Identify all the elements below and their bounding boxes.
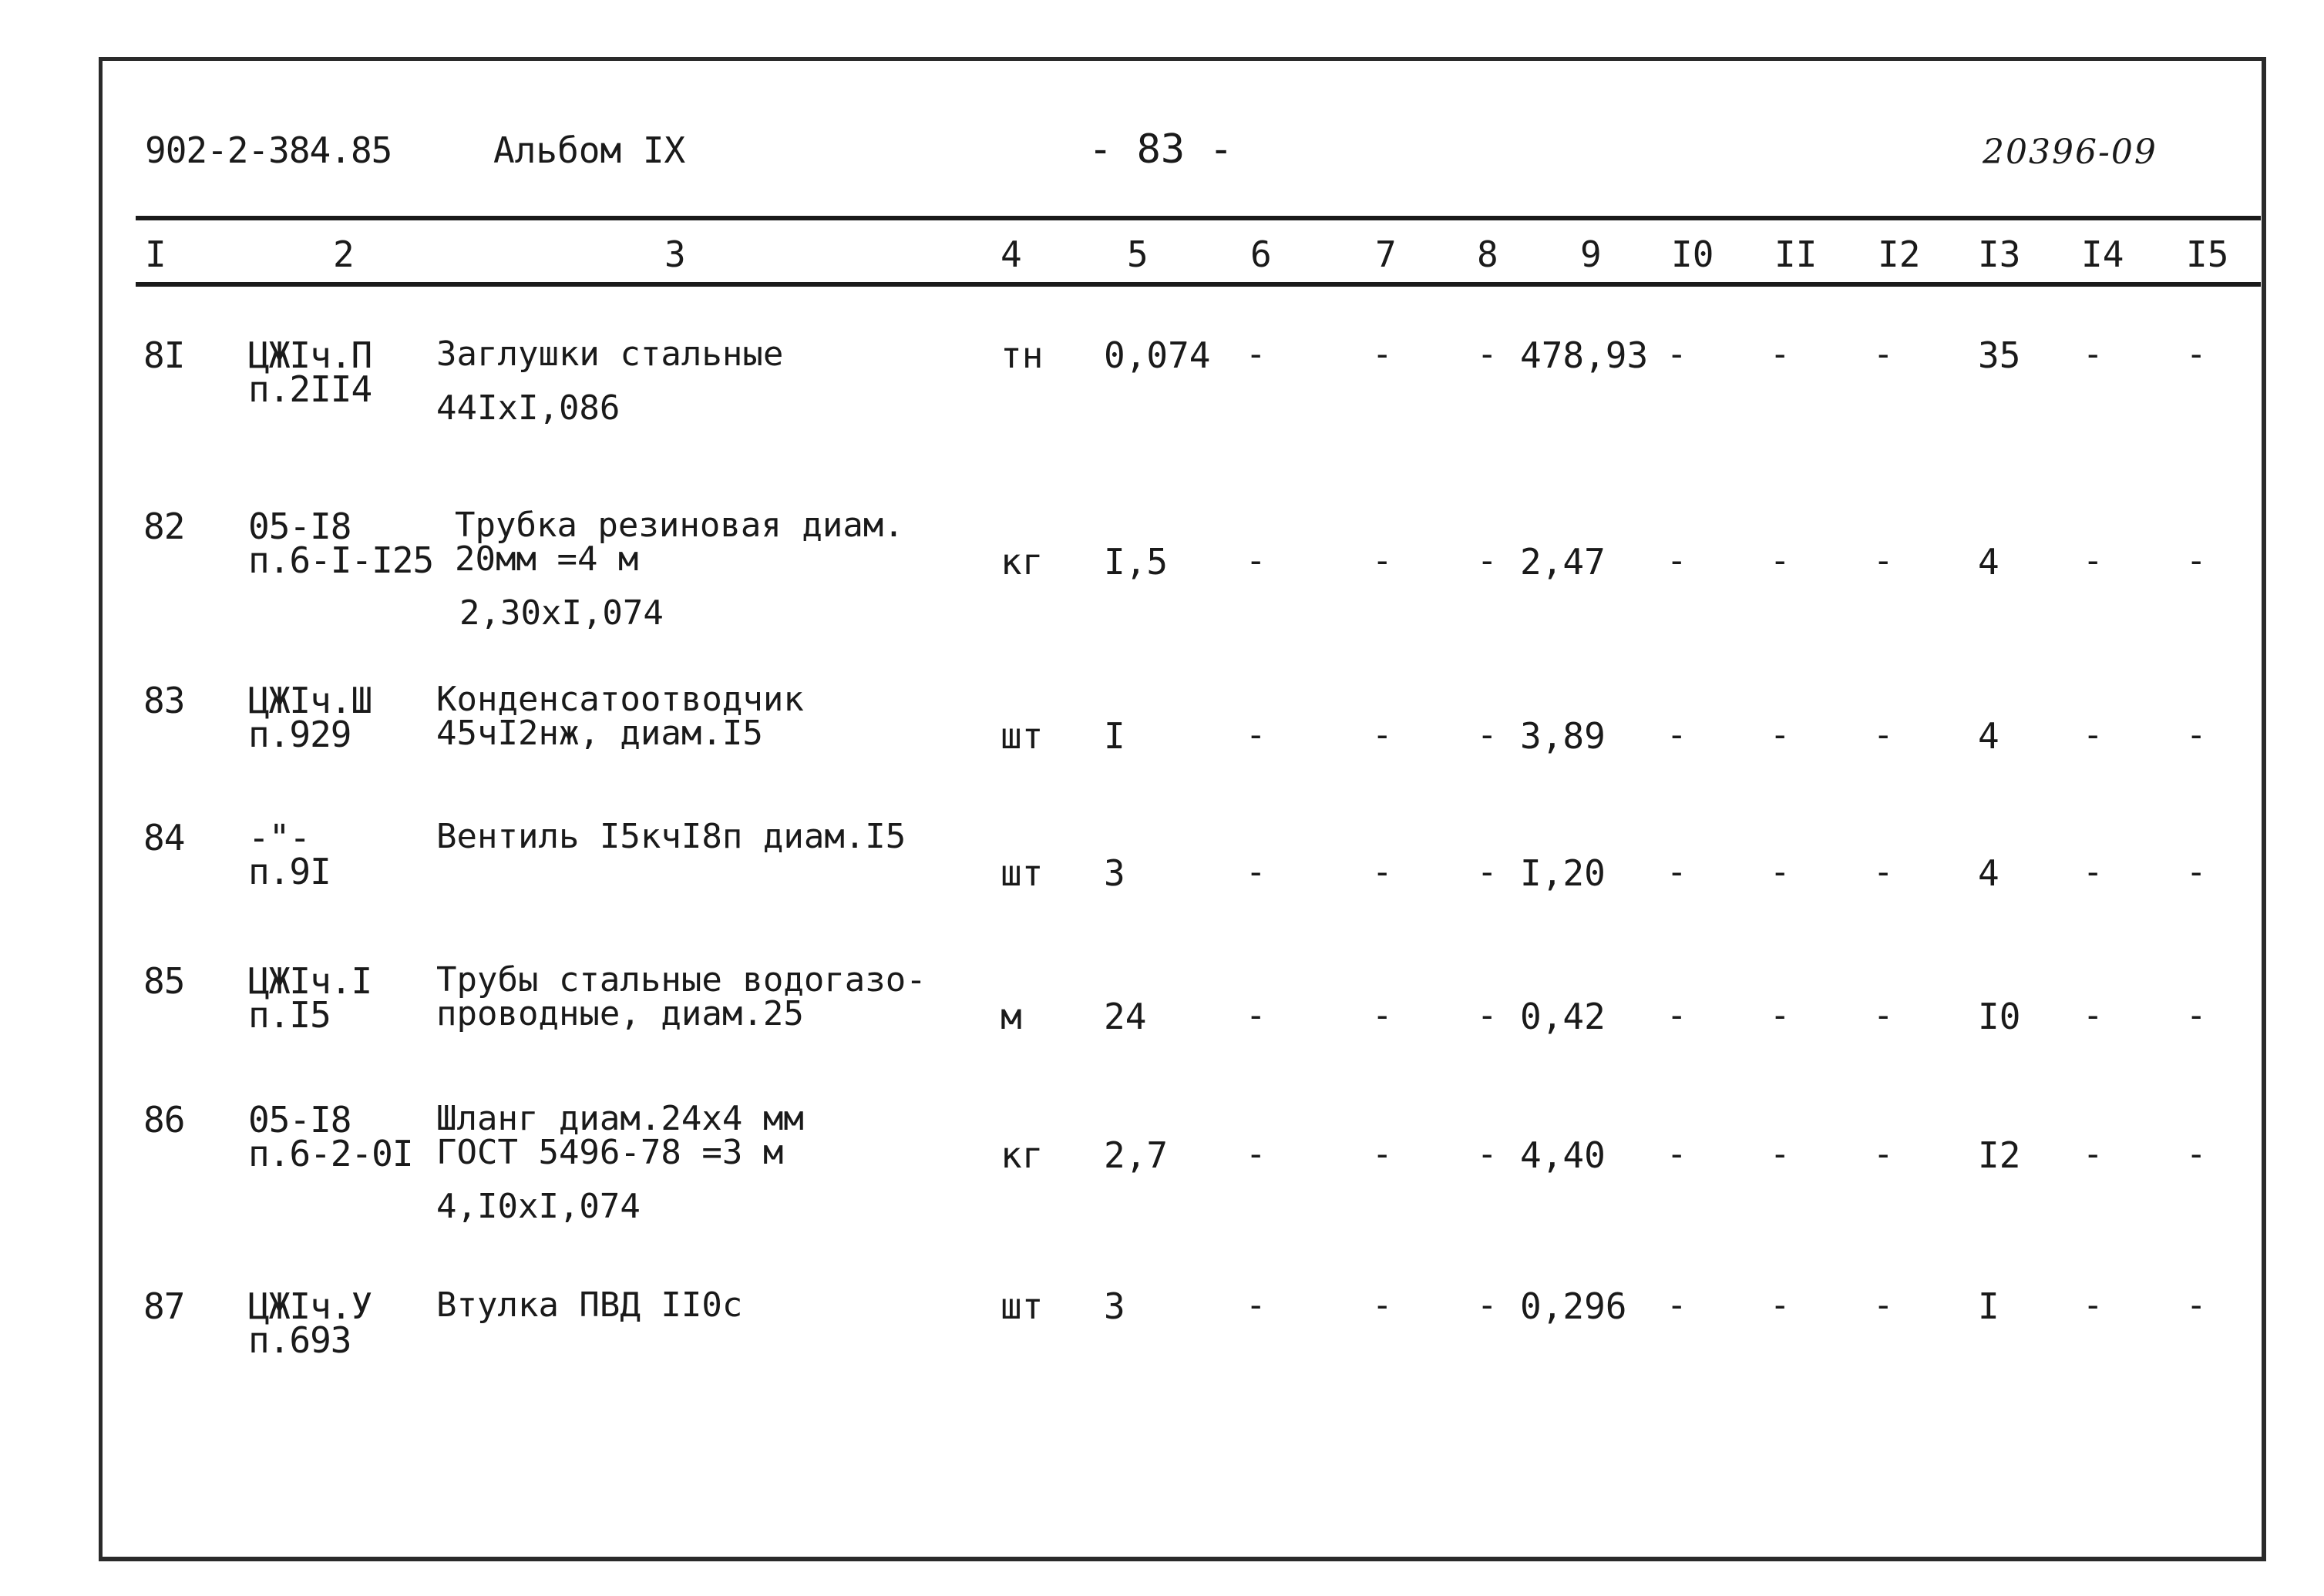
row-number: 82 [143,506,185,547]
col-13-value: 4 [1978,715,1999,757]
col-8-value: - [1477,1285,1498,1325]
column-number: I [145,234,166,275]
column-number: I3 [1978,234,2021,275]
col-13-value: 4 [1978,852,1999,894]
unit: шт [1001,715,1044,757]
unit-price: 0,296 [1520,1285,1627,1327]
col-12-value: - [1873,1285,1894,1325]
col-10-value: - [1666,852,1687,892]
quantity: I [1104,715,1125,757]
col-13-value: I0 [1978,996,2021,1037]
ref-position: п.9I [248,851,331,892]
col-13-value: I [1978,1285,1999,1327]
col-12-value: - [1873,1134,1894,1174]
ref-collection: ЦЖIч.П [248,334,372,376]
description-line-1: Заглушки стальные [436,334,784,374]
ref-collection: ЦЖIч.Ш [248,680,372,721]
col-6-value: - [1246,996,1266,1035]
ref-position: п.6-2-0I [248,1133,413,1174]
col-10-value: - [1666,1134,1687,1174]
row-number: 86 [143,1099,185,1141]
page-number: - 83 - [1088,126,1233,173]
column-number: 4 [1001,234,1022,275]
col-10-value: - [1666,996,1687,1035]
unit-price: 4,40 [1520,1134,1606,1176]
col-8-value: - [1477,334,1498,374]
ref-position: п.6-I-I25 [248,539,434,581]
ref-collection: ЦЖIч.I [248,960,372,1002]
header-rule-bottom [136,282,2261,287]
col-10-value: - [1666,541,1687,580]
col-15-value: - [2186,852,2207,892]
description-line-1: Трубка резиновая диам. [455,506,904,545]
col-13-value: 35 [1978,334,2021,376]
col-6-value: - [1246,1134,1266,1174]
col-15-value: - [2186,334,2207,374]
column-number: I0 [1671,234,1714,275]
col-8-value: - [1477,996,1498,1035]
col-7-value: - [1372,541,1393,580]
unit: кг [1001,541,1044,583]
column-number: I4 [2081,234,2124,275]
ref-collection: 05-I8 [248,1099,351,1141]
column-number: 9 [1580,234,1602,275]
description-line-1: Вентиль I5кчI8п диам.I5 [436,817,906,856]
col-14-value: - [2083,334,2104,374]
ref-position: п.I5 [248,994,331,1036]
col-14-value: - [2083,852,2104,892]
col-6-value: - [1246,1285,1266,1325]
unit: м [1001,996,1022,1037]
col-12-value: - [1873,541,1894,580]
column-number: 7 [1375,234,1397,275]
row-number: 8I [143,334,185,376]
col-15-value: - [2186,715,2207,754]
col-10-value: - [1666,334,1687,374]
description-line-1: Трубы стальные водогазо- [436,960,927,1000]
col-14-value: - [2083,1285,2104,1325]
col-14-value: - [2083,1134,2104,1174]
column-number: 3 [664,234,686,275]
unit: шт [1001,1285,1044,1327]
col-15-value: - [2186,1134,2207,1174]
col-11-value: - [1770,715,1791,754]
col-11-value: - [1770,996,1791,1035]
quantity: 24 [1104,996,1147,1037]
col-8-value: - [1477,852,1498,892]
description-line-3: 4,I0хI,074 [436,1187,641,1226]
ref-position: п.693 [248,1319,351,1361]
col-13-value: 4 [1978,541,1999,583]
ref-collection: 05-I8 [248,506,351,547]
description-line-2: 20мм =4 м [455,539,639,579]
col-10-value: - [1666,1285,1687,1325]
quantity: I,5 [1104,541,1169,583]
col-14-value: - [2083,541,2104,580]
ref-collection: -"- [248,817,311,858]
album-label: Альбом IX [493,129,686,171]
ref-position: п.2II4 [248,368,372,410]
col-8-value: - [1477,715,1498,754]
doc-code: 902-2-384.85 [145,129,392,171]
row-number: 84 [143,817,185,858]
col-7-value: - [1372,1134,1393,1174]
col-15-value: - [2186,1285,2207,1325]
col-10-value: - [1666,715,1687,754]
col-12-value: - [1873,852,1894,892]
column-number: 8 [1477,234,1498,275]
ref-collection: ЦЖIч.У [248,1285,372,1327]
col-12-value: - [1873,996,1894,1035]
description-line-2: 44IхI,086 [436,388,621,428]
unit-price: 478,93 [1520,334,1649,376]
quantity: 3 [1104,1285,1125,1327]
description-line-1: Шланг диам.24х4 мм [436,1099,804,1138]
col-12-value: - [1873,715,1894,754]
row-number: 85 [143,960,185,1002]
description-line-2: ГОСТ 5496-78 =3 м [436,1133,784,1172]
col-7-value: - [1372,996,1393,1035]
col-7-value: - [1372,715,1393,754]
header-rule-top [136,216,2261,220]
archive-stamp: 20396-09 [1983,133,2158,172]
description-line-1: Втулка ПВД II0с [436,1285,743,1325]
description-line-2: проводные, диам.25 [436,994,804,1033]
quantity: 0,074 [1104,334,1211,376]
col-6-value: - [1246,334,1266,374]
col-11-value: - [1770,1285,1791,1325]
unit-price: 2,47 [1520,541,1606,583]
unit-price: I,20 [1520,852,1606,894]
description-line-3: 2,30хI,074 [459,593,664,633]
col-7-value: - [1372,1285,1393,1325]
col-7-value: - [1372,852,1393,892]
description-line-1: Конденсатоотводчик [436,680,804,719]
unit-price: 3,89 [1520,715,1606,757]
col-11-value: - [1770,334,1791,374]
col-8-value: - [1477,541,1498,580]
ref-position: п.929 [248,714,351,755]
col-11-value: - [1770,1134,1791,1174]
col-7-value: - [1372,334,1393,374]
row-number: 83 [143,680,185,721]
col-12-value: - [1873,334,1894,374]
col-13-value: I2 [1978,1134,2021,1176]
col-6-value: - [1246,852,1266,892]
unit-price: 0,42 [1520,996,1606,1037]
col-11-value: - [1770,852,1791,892]
row-number: 87 [143,1285,185,1327]
unit: шт [1001,852,1044,894]
quantity: 2,7 [1104,1134,1169,1176]
unit: кг [1001,1134,1044,1176]
col-14-value: - [2083,715,2104,754]
col-14-value: - [2083,996,2104,1035]
col-8-value: - [1477,1134,1498,1174]
unit: тн [1001,334,1044,376]
column-number: I5 [2186,234,2229,275]
col-15-value: - [2186,541,2207,580]
col-6-value: - [1246,541,1266,580]
quantity: 3 [1104,852,1125,894]
column-number: II [1774,234,1818,275]
col-15-value: - [2186,996,2207,1035]
col-11-value: - [1770,541,1791,580]
column-number: I2 [1878,234,1921,275]
column-number: 5 [1127,234,1149,275]
column-number: 6 [1250,234,1272,275]
description-line-2: 45чI2нж, диам.I5 [436,714,763,753]
col-6-value: - [1246,715,1266,754]
column-number: 2 [333,234,355,275]
